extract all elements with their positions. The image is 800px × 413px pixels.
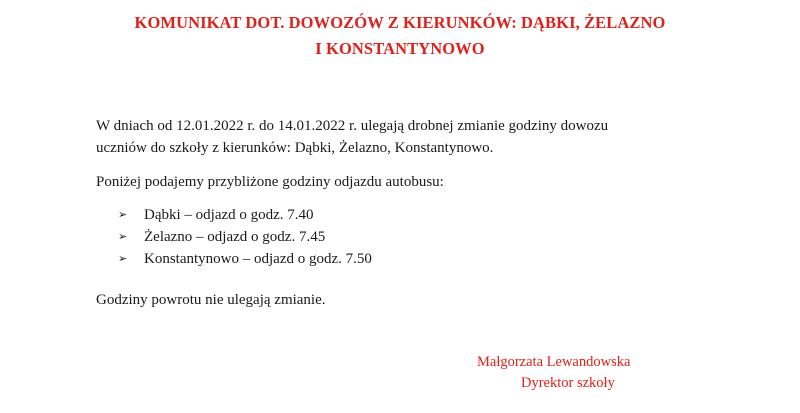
- arrow-bullet-icon: ➢: [118, 252, 128, 265]
- intro-line-2: uczniów do szkoły z kierunków: Dąbki, Żelazno, Konstantynowo.: [96, 140, 494, 156]
- signature-role: Dyrektor szkoły: [521, 375, 615, 391]
- intro-paragraph: [96, 115, 736, 159]
- list-item-text: Konstantynowo – odjazd o godz. 7.50: [144, 251, 372, 267]
- list-item: [118, 204, 372, 226]
- return-note: Godziny powrotu nie ulegają zmianie.: [96, 292, 326, 308]
- title-line-2: I KONSTANTYNOWO: [315, 39, 485, 58]
- list-item: [118, 226, 372, 248]
- announcement-title: [0, 10, 800, 62]
- list-item: [118, 248, 372, 270]
- list-item-text: Dąbki – odjazd o godz. 7.40: [144, 207, 314, 223]
- list-item-text: Żelazno – odjazd o godz. 7.45: [144, 229, 326, 245]
- arrow-bullet-icon: ➢: [118, 208, 128, 221]
- intro-line-1: W dniach od 12.01.2022 r. do 14.01.2022 r. ulegają drobnej zmianie godziny dowozu: [96, 118, 609, 134]
- title-line-1: KOMUNIKAT DOT. DOWOZÓW Z KIERUNKÓW: DĄBKI, ŻELAZNO: [134, 13, 666, 32]
- arrow-bullet-icon: ➢: [118, 230, 128, 243]
- schedule-list: [118, 204, 372, 270]
- signature-name: Małgorzata Lewandowska: [477, 354, 631, 370]
- schedule-intro: Poniżej podajemy przybliżone godziny odjazdu autobusu:: [96, 174, 444, 190]
